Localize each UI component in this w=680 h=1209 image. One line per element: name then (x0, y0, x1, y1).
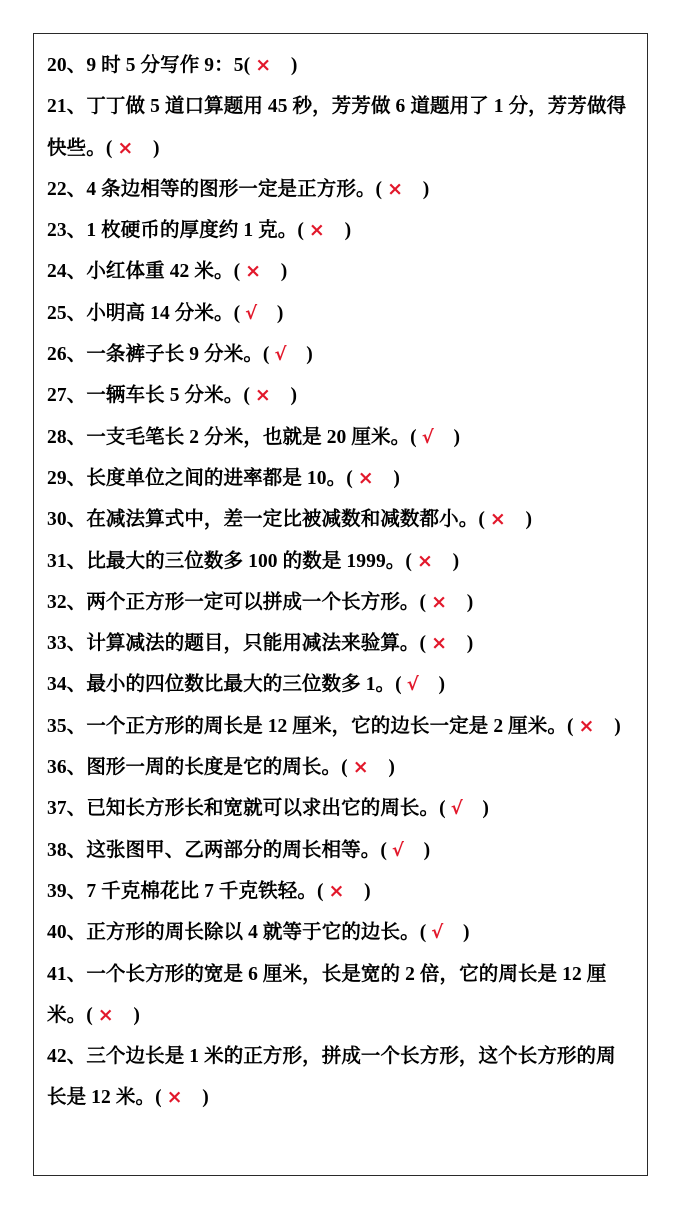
answer-paren-close: ) (290, 55, 298, 76)
question-item (47, 375, 634, 416)
answer-paren-open: ( (262, 344, 270, 366)
answer-check-icon: √ (245, 302, 258, 324)
question-item (47, 871, 634, 912)
question-number: 35、 (47, 715, 87, 737)
question-item (47, 45, 634, 86)
answer-paren-close: ) (276, 302, 284, 324)
question-number: 33、 (47, 633, 87, 655)
answer-paren-close: ) (466, 591, 474, 613)
answer-paren-close: ) (133, 1004, 141, 1026)
question-number: 24、 (47, 261, 87, 283)
question-item (47, 582, 634, 623)
answer-paren-close: ) (423, 839, 431, 861)
answer-cross-icon: × (328, 879, 345, 902)
answer-cross-icon: × (97, 1003, 114, 1026)
answer-check-icon: √ (391, 839, 405, 861)
question-text: 4 条边相等的图形一定是正方形。 (86, 178, 376, 200)
question-number: 25、 (47, 302, 87, 324)
answer-paren-close: ) (452, 550, 460, 572)
answer-check-icon: √ (406, 674, 419, 696)
answer-check-icon: √ (450, 798, 463, 820)
question-text: 在减法算式中，差一定比被减数和减数都小。 (86, 509, 479, 531)
answer-paren-close: ) (344, 220, 352, 242)
question-number: 26、 (47, 344, 87, 366)
question-text: 9 时 5 分写作 9：5 (86, 55, 244, 76)
answer-paren-open: ( (346, 467, 353, 489)
answer-paren-open: ( (243, 55, 251, 76)
answer-paren-open: ( (410, 426, 417, 448)
question-text: 两个正方形一定可以拼成一个长方形。 (86, 591, 420, 613)
answer-cross-icon: × (578, 714, 595, 737)
question-number: 28、 (47, 426, 87, 448)
question-number: 31、 (47, 550, 87, 572)
question-item (47, 664, 634, 705)
question-number: 32、 (47, 591, 87, 613)
question-item (47, 86, 634, 169)
answer-paren-open: ( (395, 674, 402, 696)
question-item (47, 417, 634, 458)
question-item (47, 251, 634, 292)
answer-paren-open: ( (566, 715, 574, 737)
question-number: 39、 (47, 880, 87, 902)
question-text: 7 千克棉花比 7 千克铁轻。 (86, 880, 317, 902)
answer-paren-open: ( (419, 591, 427, 613)
question-text: 三个边长是 1 米的正方形，拼成一个长方形，这个长方形的周长是 12 米。 (47, 1046, 616, 1109)
answer-paren-open: ( (243, 385, 250, 407)
answer-paren-close: ) (153, 137, 160, 159)
question-item (47, 912, 634, 953)
answer-paren-close: ) (364, 880, 371, 902)
question-number: 38、 (47, 839, 87, 861)
question-number: 36、 (47, 757, 87, 779)
question-text: 已知长方形长和宽就可以求出它的周长。 (86, 798, 440, 820)
question-text: 这张图甲、乙两部分的周长相等。 (86, 839, 381, 861)
question-text: 小明高 14 分米。 (86, 302, 234, 324)
question-item (47, 747, 634, 788)
question-number: 37、 (47, 798, 87, 820)
question-item (47, 169, 634, 210)
answer-sheet-frame (33, 33, 648, 1176)
answer-cross-icon: × (431, 590, 448, 613)
answer-paren-open: ( (405, 550, 412, 572)
answer-paren-open: ( (375, 178, 383, 200)
answer-paren-close: ) (463, 922, 470, 944)
answer-paren-close: ) (306, 344, 313, 366)
answer-cross-icon: × (255, 54, 272, 76)
question-number: 27、 (47, 385, 87, 407)
question-text: 图形一周的长度是它的周长。 (86, 757, 342, 779)
answer-paren-open: ( (380, 839, 387, 861)
answer-paren-open: ( (478, 509, 485, 531)
answer-paren-close: ) (202, 1087, 209, 1109)
question-number: 34、 (47, 674, 87, 696)
question-number: 23、 (47, 220, 87, 242)
answer-cross-icon: × (117, 136, 134, 159)
question-item (47, 293, 634, 334)
question-item (47, 499, 634, 540)
question-text: 1 枚硬币的厚度约 1 克。 (86, 220, 298, 242)
answer-paren-close: ) (453, 426, 461, 448)
answer-paren-open: ( (155, 1087, 162, 1109)
question-item (47, 458, 634, 499)
answer-paren-close: ) (388, 757, 395, 779)
answer-paren-open: ( (233, 302, 241, 324)
answer-cross-icon: × (254, 384, 271, 407)
answer-cross-icon: × (166, 1086, 183, 1109)
question-item (47, 210, 634, 251)
question-text: 一条裤子长 9 分米。 (86, 344, 263, 366)
question-text: 正方形的周长除以 4 就等于它的边长。 (86, 922, 420, 944)
question-text: 比最大的三位数多 100 的数是 1999。 (86, 550, 406, 572)
answer-paren-open: ( (86, 1004, 93, 1026)
answer-paren-close: ) (290, 385, 298, 407)
question-item (47, 706, 634, 747)
answer-paren-open: ( (316, 880, 324, 902)
answer-cross-icon: × (431, 632, 448, 655)
question-item (47, 788, 634, 829)
question-item (47, 954, 634, 1037)
answer-cross-icon: × (308, 219, 325, 242)
question-text: 一个长方形的宽是 6 厘米，长是宽的 2 倍，它的周长是 12 厘米。 (47, 963, 607, 1026)
answer-paren-close: ) (422, 178, 430, 200)
question-text: 丁丁做 5 道口算题用 45 秒，芳芳做 6 道题用了 1 分，芳芳做得快些。 (47, 96, 627, 159)
answer-paren-close: ) (280, 261, 288, 283)
answer-paren-open: ( (105, 137, 113, 159)
answer-paren-close: ) (466, 633, 474, 655)
question-number: 41、 (47, 963, 87, 985)
answer-paren-close: ) (525, 509, 533, 531)
answer-cross-icon: × (387, 177, 404, 200)
question-item (47, 830, 634, 871)
answer-paren-open: ( (233, 261, 241, 283)
question-number: 42、 (47, 1046, 87, 1068)
question-text: 一辆车长 5 分米。 (86, 385, 244, 407)
question-text: 计算减法的题目，只能用减法来验算。 (86, 633, 420, 655)
question-number: 21、 (47, 96, 87, 118)
question-text: 长度单位之间的进率都是 10。 (86, 467, 347, 489)
answer-paren-open: ( (419, 633, 427, 655)
question-item (47, 1036, 634, 1119)
answer-paren-close: ) (614, 715, 621, 737)
question-number: 40、 (47, 922, 87, 944)
answer-paren-open: ( (439, 798, 446, 820)
answer-paren-close: ) (393, 467, 401, 489)
question-list (34, 34, 647, 1119)
question-text: 一支毛笔长 2 分米，也就是 20 厘米。 (86, 426, 411, 448)
answer-check-icon: √ (431, 922, 444, 944)
question-text: 小红体重 42 米。 (86, 261, 234, 283)
answer-cross-icon: × (357, 466, 374, 489)
question-number: 22、 (47, 178, 87, 200)
answer-paren-open: ( (341, 757, 348, 779)
answer-paren-close: ) (482, 798, 490, 820)
answer-paren-close: ) (438, 674, 446, 696)
answer-cross-icon: × (245, 260, 262, 283)
question-item (47, 334, 634, 375)
answer-paren-open: ( (297, 220, 304, 242)
question-text: 最小的四位数比最大的三位数多 1。 (86, 674, 396, 696)
question-number: 29、 (47, 467, 87, 489)
answer-cross-icon: × (352, 756, 369, 779)
answer-cross-icon: × (416, 549, 433, 572)
question-number: 30、 (47, 509, 87, 531)
answer-cross-icon: × (489, 508, 506, 531)
answer-paren-open: ( (419, 922, 427, 944)
answer-check-icon: √ (421, 426, 434, 448)
question-text: 一个正方形的周长是 12 厘米，它的边长一定是 2 厘米。 (86, 715, 567, 737)
question-number: 20、 (47, 55, 87, 76)
answer-check-icon: √ (274, 344, 287, 366)
question-item (47, 623, 634, 664)
question-item (47, 541, 634, 582)
